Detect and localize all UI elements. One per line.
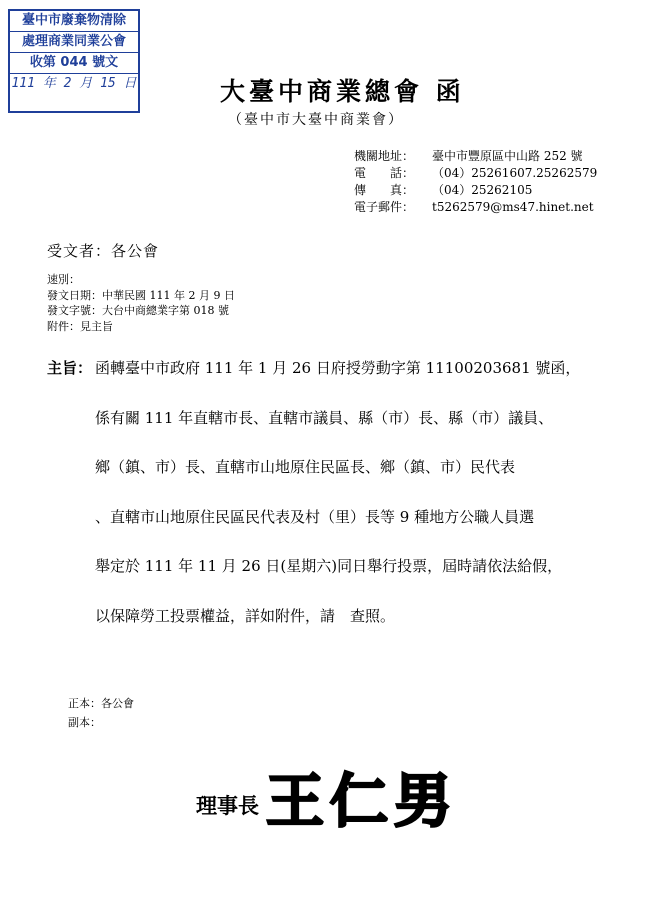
stamp-line-1: 臺中市廢棄物清除 — [10, 11, 138, 32]
contact-phone-row — [354, 165, 597, 182]
contact-address-row — [354, 148, 597, 165]
document-meta — [47, 272, 235, 334]
subject-text: 以保障勞工投票權益，詳如附件，請 查照。 — [95, 606, 396, 625]
received-stamp — [8, 9, 140, 113]
chairman-signature — [196, 755, 466, 835]
meta-attachment: 附件：見主旨 — [47, 319, 113, 333]
distribution-block — [68, 694, 134, 732]
subject-line — [47, 456, 617, 506]
subject-label: 主旨： — [47, 359, 93, 377]
meta-speed: 速別： — [47, 273, 80, 286]
subject-text: 鄉（鎮、市）長、直轄市山地原住民區長、鄉（鎮、市）民代表 — [95, 458, 516, 476]
address-label: 機關地址： — [354, 149, 415, 163]
recipient: 受文者：各公會 — [47, 242, 160, 260]
subject-line — [47, 506, 617, 556]
document-subtitle: （臺中市大臺中商業會） — [228, 112, 404, 128]
subject-block — [47, 357, 617, 654]
meta-number: 發文字號：大台中商總業字第 018 號 — [47, 304, 229, 317]
email-value: t5262579@ms47.hinet.net — [432, 200, 594, 214]
fax-label: 傳 真： — [354, 183, 415, 197]
subject-text: 、直轄市山地原住民區民代表及村（里）長等 9 種地方公職人員選 — [95, 507, 535, 526]
distribution-copy: 副本： — [68, 716, 101, 729]
signature-title: 理事長 — [196, 793, 259, 818]
contact-block — [354, 148, 597, 216]
phone-value: （04）25261607.25262579 — [432, 166, 598, 180]
fax-value: （04）25262105 — [432, 183, 533, 197]
address-value: 臺中市豐原區中山路 252 號 — [432, 149, 583, 163]
subject-line — [47, 605, 617, 655]
subject-line — [47, 407, 617, 457]
stamp-line-4: 111 年 2 月 15 日 — [11, 76, 137, 91]
meta-date: 發文日期：中華民國 111 年 2 月 9 日 — [47, 288, 235, 302]
subject-text: 舉定於 111 年 11 月 26 日(星期六)同日舉行投票，屆時請依法給假， — [95, 557, 563, 575]
subject-text: 係有關 111 年直轄市長、直轄市議員、縣（市）長、縣（市）議員、 — [95, 408, 554, 427]
subject-text: 函轉臺中市政府 111 年 1 月 26 日府授勞動字第 11100203681 號函， — [95, 359, 581, 377]
stamp-line-3: 收第 044 號文 — [10, 53, 138, 74]
document-title: 大臺中商業總會 函 — [220, 77, 465, 106]
signature-name: 王仁男 — [266, 767, 459, 835]
stamp-line-2: 處理商業同業公會 — [10, 32, 138, 53]
subject-line — [47, 357, 617, 407]
subject-line — [47, 555, 617, 605]
phone-label: 電 話： — [354, 166, 415, 180]
distribution-main: 正本：各公會 — [68, 697, 134, 710]
email-label: 電子郵件： — [354, 200, 415, 214]
contact-email-row — [354, 199, 597, 216]
contact-fax-row — [354, 182, 597, 199]
